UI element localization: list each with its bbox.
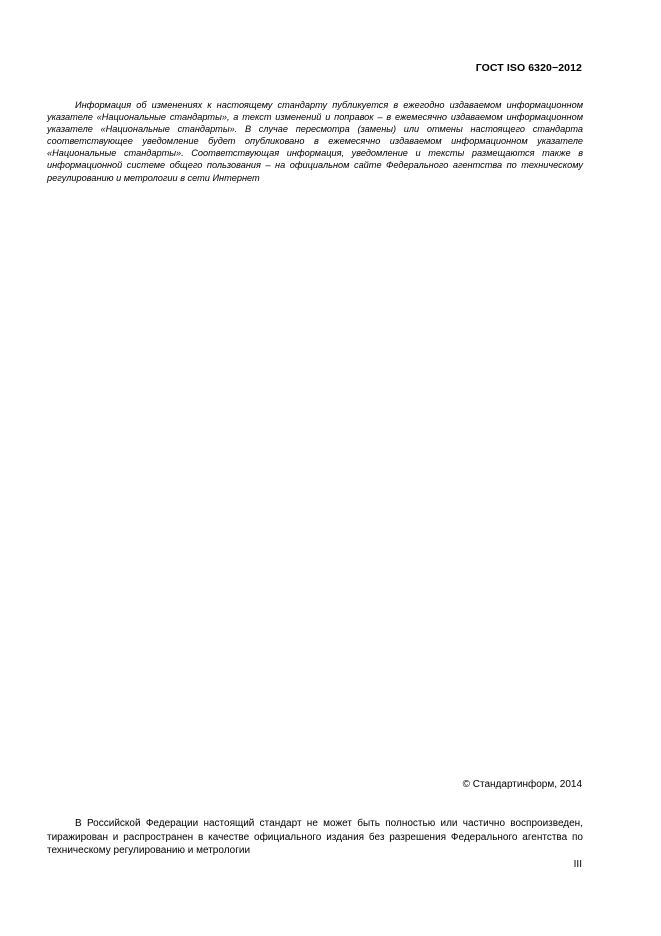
page-number: III: [573, 859, 582, 870]
reproduction-notice: В Российской Федерации настоящий стандарт не может быть полностью или частично воспроизведен, тиражирован и распространен в качестве официального издания без разрешения Федерального агентства по техническому регулированию и метрологии: [47, 818, 583, 857]
copyright-line: © Стандартинформ, 2014: [462, 779, 582, 790]
amendments-notice: Информация об изменениях к настоящему стандарту публикуется в ежегодно издаваемом информационном указателе «Национальные стандарты», а текст изменений и поправок – в ежемесячно издаваемом информационном указателе «Национальные стандарты». В случае пересмотра (замены) или отмены настоящего стандарта соответствующее уведомление будет опубликовано в ежемесячно издаваемом информационном указателе «Национальные стандарты». Соответствующая информация, уведомление и тексты размещаются также в информационной системе общего пользования – на официальном сайте Федерального агентства по техническому регулированию и метрологии в сети Интернет: [47, 100, 583, 183]
document-code: ГОСТ ISO 6320−2012: [475, 62, 582, 74]
